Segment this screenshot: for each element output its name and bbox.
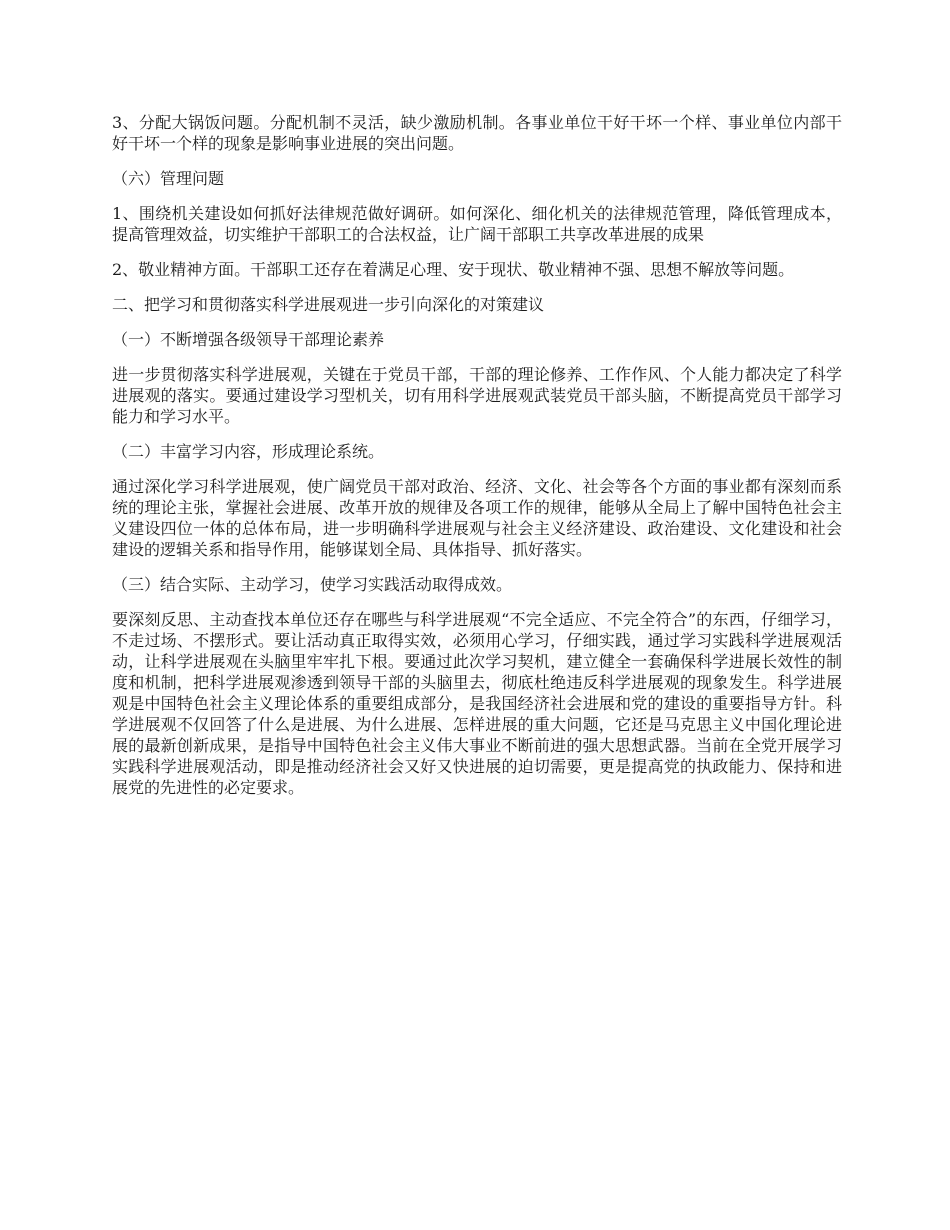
- paragraph-legal-norms: 1、围绕机关建设如何抓好法律规范做好调研。如何深化、细化机关的法律规范管理，降低管理成本，提高管理效益，切实维护干部职工的合法权益，让广阔干部职工共享改革进展的成果: [112, 204, 842, 244]
- document-page: [112, 112, 842, 812]
- paragraph-practice-results: 要深刻反思、主动查找本单位还存在哪些与科学进展观“不完全适应、不完全符合”的东西，仔细学习，不走过场、不摆形式。要让活动真正取得实效，必须用心学习，仔细实践，通过学习实践科学进展观活动，让科学进展观在头脑里牢牢扎下根。要通过此次学习契机，建立健全一套确保科学进展长效性的制度和机制，把科学进展观渗透到领导干部的头脑里去，彻底杜绝违反科学进展观的现象发生。科学进展观是中国特色社会主义理论体系的重要组成部分，是我国经济社会进展和党的建设的重要指导方针。科学进展观不仅回答了什么是进展、为什么进展、怎样进展的重大问题，它还是马克思主义中国化理论进展的最新创新成果，是指导中国特色社会主义伟大事业不断前进的强大思想武器。当前在全党开展学习实践科学进展观活动，即是推动经济社会又好又快进展的迫切需要，更是提高党的执政能力、保持和进展党的先进性的必定要求。: [112, 610, 842, 797]
- section-heading-management: （六）管理问题: [112, 169, 225, 188]
- subheading-theory-literacy: （一）不断增强各级领导干部理论素养: [112, 330, 385, 349]
- paragraph-work-ethic: 2、敬业精神方面。干部职工还存在着满足心理、安于现状、敬业精神不强、思想不解放等问题。: [112, 260, 795, 279]
- subheading-practice-results: （三）结合实际、主动学习，使学习实践活动取得成效。: [112, 575, 513, 594]
- paragraph-distribution-issue: 3、分配大锅饭问题。分配机制不灵活，缺少激励机制。各事业单位干好干坏一个样、事业单位内部干好干坏一个样的现象是影响事业进展的突出问题。: [112, 113, 842, 153]
- paragraph-study-content: 通过深化学习科学进展观，使广阔党员干部对政治、经济、文化、社会等各个方面的事业都有深刻而系统的理论主张，掌握社会进展、改革开放的规律及各项工作的规律，能够从全局上了解中国特色社会主义建设四位一体的总体布局，进一步明确科学进展观与社会主义经济建设、政治建设、文化建设和社会建设的逻辑关系和指导作用，能够谋划全局、具体指导、抓好落实。: [112, 477, 842, 559]
- section-heading-countermeasures: 二、把学习和贯彻落实科学进展观进一步引向深化的对策建议: [112, 295, 545, 314]
- subheading-study-content: （二）丰富学习内容，形成理论系统。: [112, 442, 385, 461]
- paragraph-theory-literacy: 进一步贯彻落实科学进展观，关键在于党员干部，干部的理论修养、工作作风、个人能力都决定了科学进展观的落实。要通过建设学习型机关，切有用科学进展观武装党员干部头脑，不断提高党员干部学习能力和学习水平。: [112, 365, 842, 426]
